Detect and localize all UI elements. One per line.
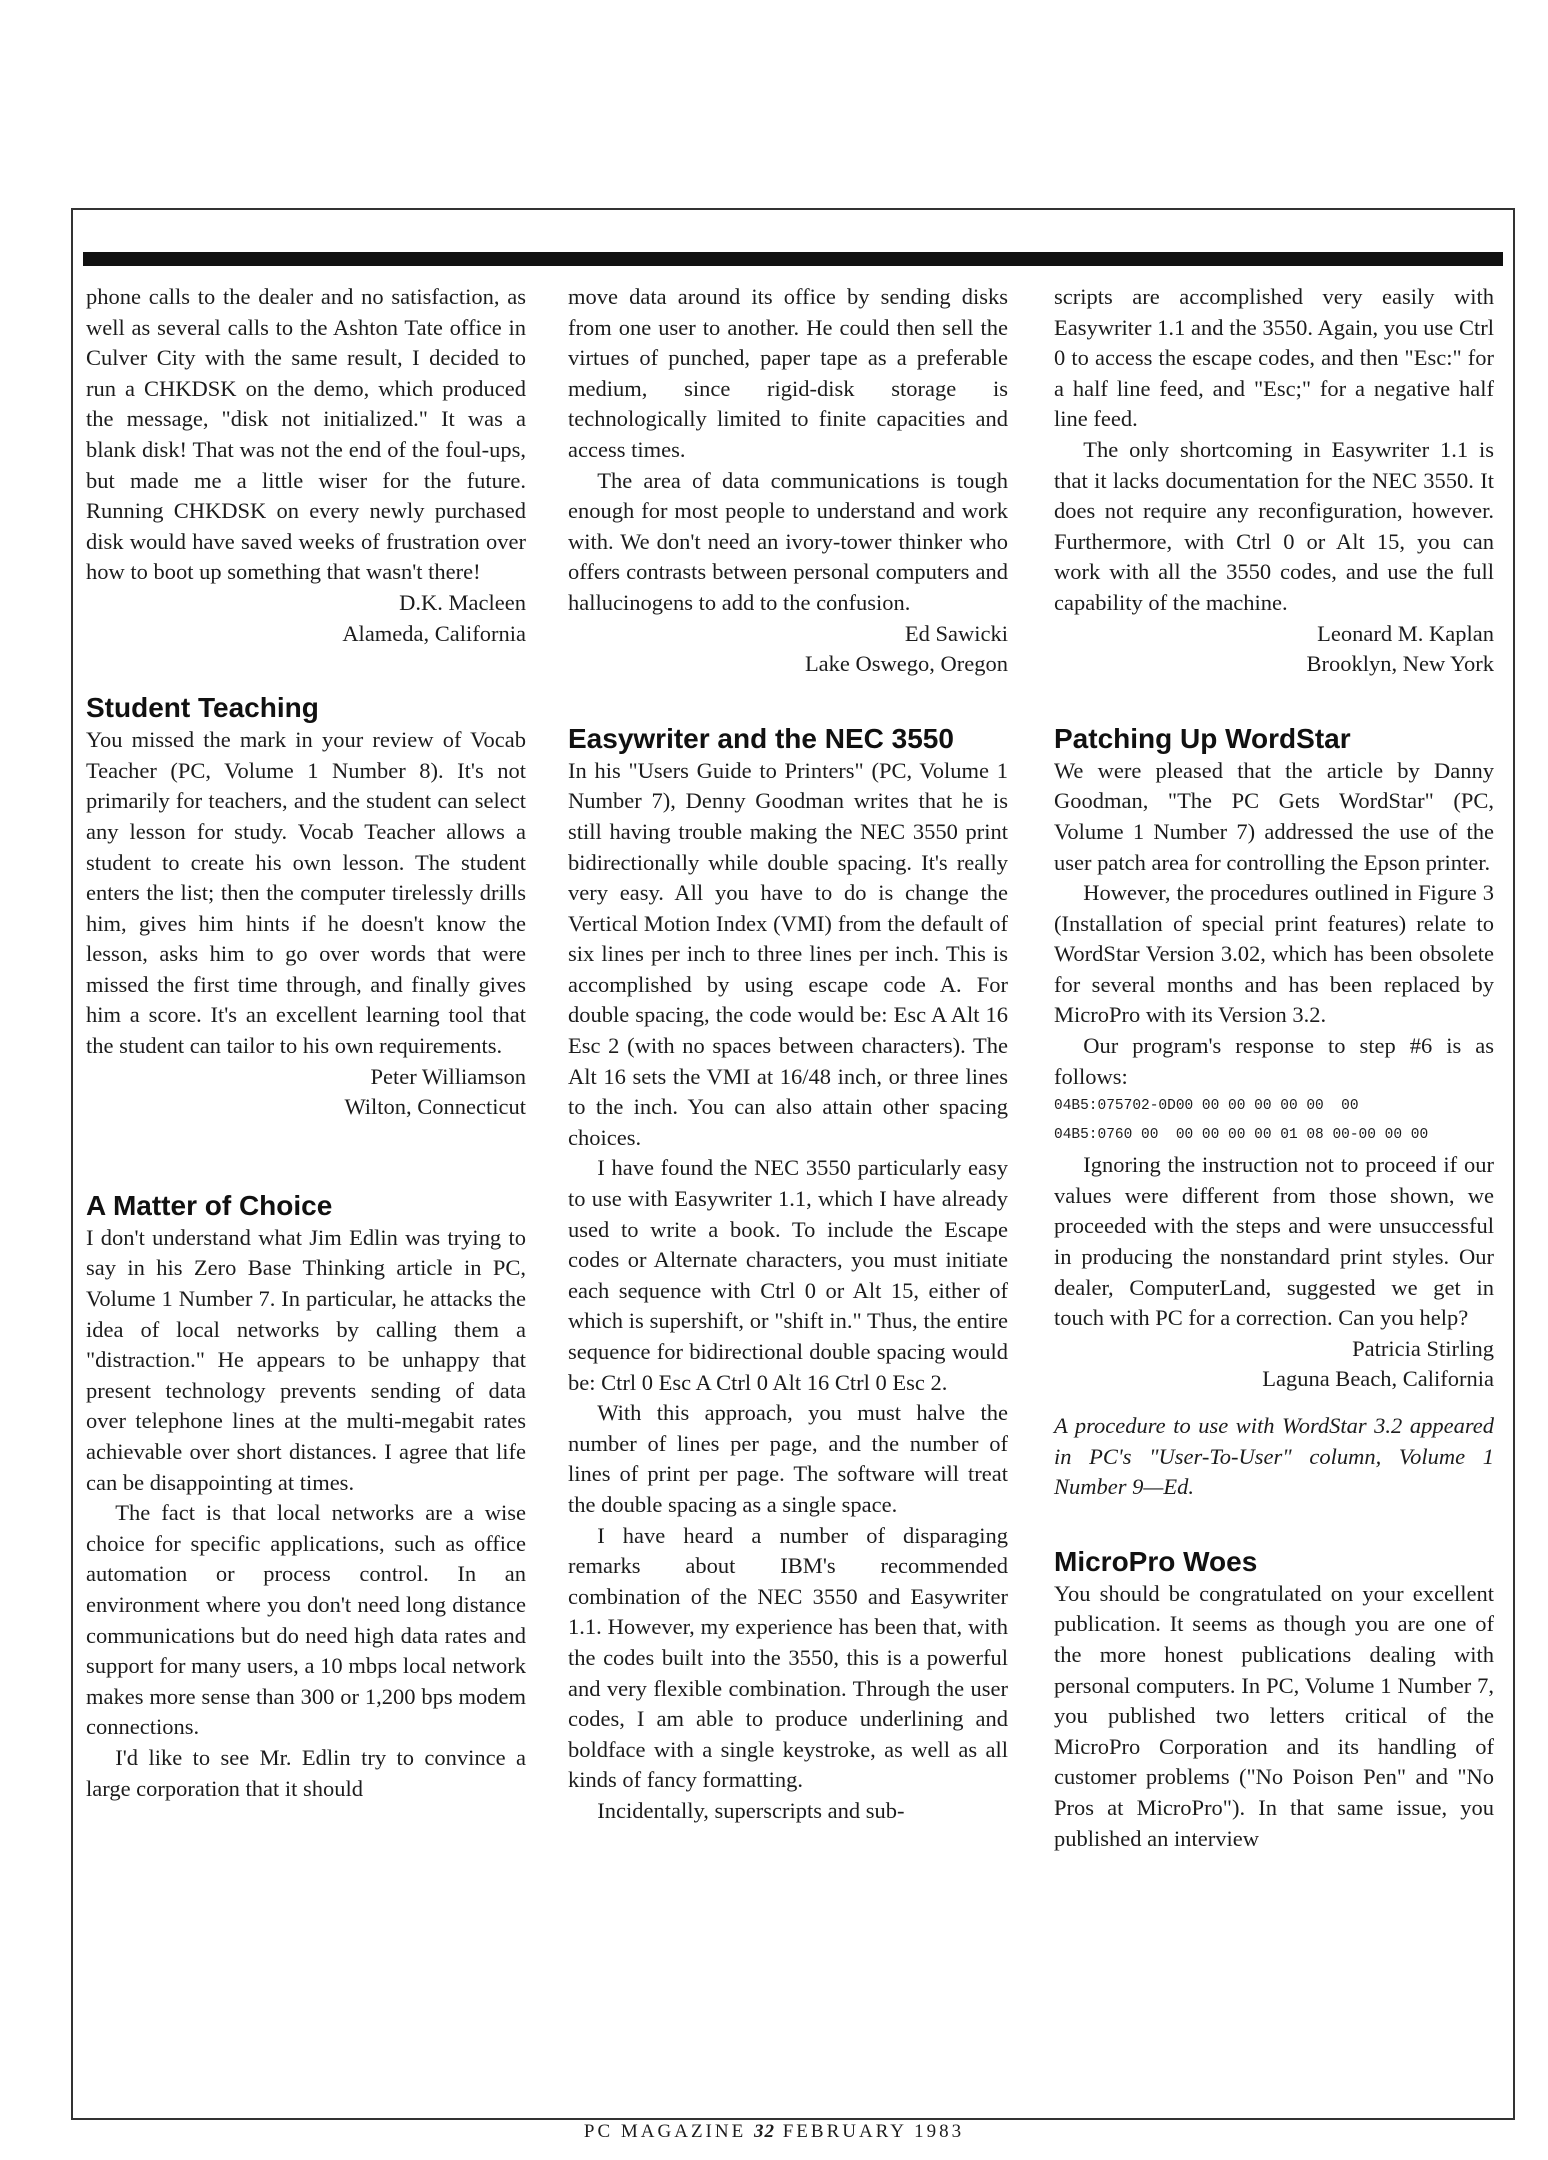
signature-place: Brooklyn, New York (1306, 651, 1494, 677)
letter-continuation: phone calls to the dealer and no satisfaction, as well as several calls to the Ashton Tate office in Culver City with the same result, I decided to run a CHKDSK on the demo, which produced the message, "disk not initialized." It was a blank disk! That was not the end of the foul-ups, but made me a little wiser for the future. Running CHKDSK on every newly purchased disk would have saved weeks of frustration over how to boot up something that wasn't there! (86, 284, 526, 585)
signature-name: Ed Sawicki (904, 620, 1008, 646)
letter-title-patching-wordstar: Patching Up WordStar (1054, 722, 1351, 754)
letter-paragraph: Incidentally, superscripts and sub- (597, 1797, 905, 1823)
signature-name: Patricia Stirling (1352, 1335, 1494, 1361)
editor-note: A procedure to use with WordStar 3.2 appeared in PC's "User-To-User" column, Volume 1 Number 9—Ed. (1054, 1413, 1494, 1500)
letter-paragraph: I'd like to see Mr. Edlin try to convince a large corporation that it should (86, 1744, 526, 1801)
letter-paragraph: I have found the NEC 3550 particularly easy to use with Easywriter 1.1, which I have already used to write a book. To include the Escape codes or Alternate characters, you must initiate each sequence with Ctrl 0 or Alt 15, either of which is supershift, or "shift in." Thus, the entire sequence for bidirectional double spacing would be: Ctrl 0 Esc A Ctrl 0 Alt 16 Ctrl 0 Esc 2. (568, 1155, 1008, 1395)
letter-body: You missed the mark in your review of Vocab Teacher (PC, Volume 1 Number 8). It's not primarily for teachers, and the student can select any lesson for study. Vocab Teacher allows a student to create his own lesson. The student enters the list; then the computer tirelessly drills him, gives him hints if he doesn't know the lesson, asks him to go over words that were missed the first time through, and finally gives him a score. It's an excellent learning tool that the student can tailor to his own requirements. (86, 727, 526, 1059)
letter-paragraph: I have heard a number of disparaging remarks about IBM's recommended combination of the NEC 3550 and Easywriter 1.1. However, my experience has been that, with the codes built into the 3550, this is a powerful and very flexible combination. Through the user codes, I am able to produce underlining and boldface with a single keystroke, as well as all kinds of fancy formatting. (568, 1522, 1008, 1793)
letter-paragraph: In his "Users Guide to Printers" (PC, Volume 1 Number 7), Denny Goodman writes that he is still having trouble making the NEC 3550 print bidirectionally while double spacing. It's really very easy. All you have to do is change the Vertical Motion Index (VMI) from the default of six lines per inch to three lines per inch. This is accomplished by using escape code A. For double spacing, the code would be: Esc A Alt 16 Esc 2 (with no spaces between characters). The Alt 16 sets the VMI at 16/48 inch, or three lines to the inch. You can also attain other spacing choices. (568, 757, 1008, 1150)
signature-place: Alameda, California (342, 620, 526, 646)
letter-paragraph: Ignoring the instruction not to proceed if our values were different from those shown, we proceeded with the steps and were unsuccessful in producing the nonstandard print styles. Our dealer, ComputerLand, suggested we get in touch with PC for a correction. Can you help? (1054, 1152, 1494, 1331)
signature-place: Lake Oswego, Oregon (804, 651, 1008, 677)
letter-paragraph: The area of data communications is tough enough for most people to understand and work with. We don't need an ivory-tower thinker who offers contrasts between personal computers and hallucinogens to add to the confusion. (568, 467, 1008, 615)
letter-paragraph: The only shortcoming in Easywriter 1.1 is that it lacks documentation for the NEC 3550. It does not require any reconfiguration, however. Furthermore, with Ctrl 0 or Alt 15, you can work with all the 3550 codes, and use the full capability of the machine. (1054, 436, 1494, 615)
letter-paragraph: The fact is that local networks are a wise choice for specific applications, such as office automation or process control. In an environment where you don't need long distance communications but do need high data rates and support for many users, a 10 mbps local network makes more sense than 300 or 1,200 bps modem connections. (86, 1500, 526, 1740)
column-2 (568, 282, 1008, 1827)
letter-paragraph: move data around its office by sending disks from one user to another. He could then sell the virtues of punched, paper tape as a preferable medium, since rigid-disk storage is technologically limited to finite capacities and access times. (568, 284, 1008, 462)
letter-title-student-teaching: Student Teaching (86, 692, 319, 724)
letter-paragraph: I don't understand what Jim Edlin was trying to say in his Zero Base Thinking article in PC, Volume 1 Number 7. In particular, he attacks the idea of local networks by calling them a "distraction." He appears to be unhappy that present technology prevents sending of data over telephone lines at the multi-megabit rates achievable over short distances. I agree that life can be disappointing at times. (86, 1224, 526, 1495)
letter-title-matter-of-choice: A Matter of Choice (86, 1189, 333, 1221)
letter-title-micropro-woes: MicroPro Woes (1054, 1545, 1258, 1577)
letter-body: You should be congratulated on your excellent publication. It seems as though you are one of the more honest publications dealing with personal computers. In PC, Volume 1 Number 7, you published two letters critical of the MicroPro Corporation and its handling of customer problems ("No Poison Pen" and "No Pros at MicroPro"). In that same issue, you published an interview (1054, 1580, 1494, 1851)
signature-place: Wilton, Connecticut (344, 1094, 526, 1120)
letter-paragraph: With this approach, you must halve the number of lines per page, and the number of lines of print per page. The software will treat the double spacing as a single space. (568, 1400, 1008, 1517)
signature-name: Leonard M. Kaplan (1317, 620, 1494, 646)
letter-paragraph: Our program's response to step #6 is as follows: (1054, 1033, 1494, 1089)
signature-name: D.K. Macleen (399, 589, 526, 615)
letter-paragraph: However, the procedures outlined in Figure 3 (Installation of special print features) relate to WordStar Version 3.02, which has been obsolete for several months and has been replaced by MicroPro with its Version 3.2. (1054, 880, 1494, 1028)
footer-magazine: PC MAGAZINE (583, 2121, 747, 2142)
page-footer (0, 2121, 1548, 2143)
letter-paragraph: We were pleased that the article by Danny Goodman, "The PC Gets WordStar" (PC, Volume 1 Number 7) addressed the use of the user patch area for controlling the Epson printer. (1054, 757, 1494, 875)
signature-name: Peter Williamson (370, 1063, 526, 1089)
footer-page-number: 32 (753, 2121, 775, 2142)
code-line: 04B5:0760 00 00 00 00 00 01 08 00-00 00 00 (1054, 1127, 1429, 1144)
signature-place: Laguna Beach, California (1262, 1366, 1494, 1392)
letter-title-easywriter: Easywriter and the NEC 3550 (568, 722, 954, 754)
code-line: 04B5:075702-0D00 00 00 00 00 00 00 (1054, 1098, 1359, 1115)
letter-paragraph: scripts are accomplished very easily with Easywriter 1.1 and the 3550. Again, you use Ctrl 0 to access the escape codes, and then "Esc:" for a half line feed, and "Esc;" for a negative half line feed. (1054, 284, 1494, 432)
header-rule (83, 252, 1503, 266)
column-1 (86, 282, 526, 1804)
footer-date: FEBRUARY 1983 (782, 2121, 965, 2142)
column-3 (1054, 282, 1494, 1854)
